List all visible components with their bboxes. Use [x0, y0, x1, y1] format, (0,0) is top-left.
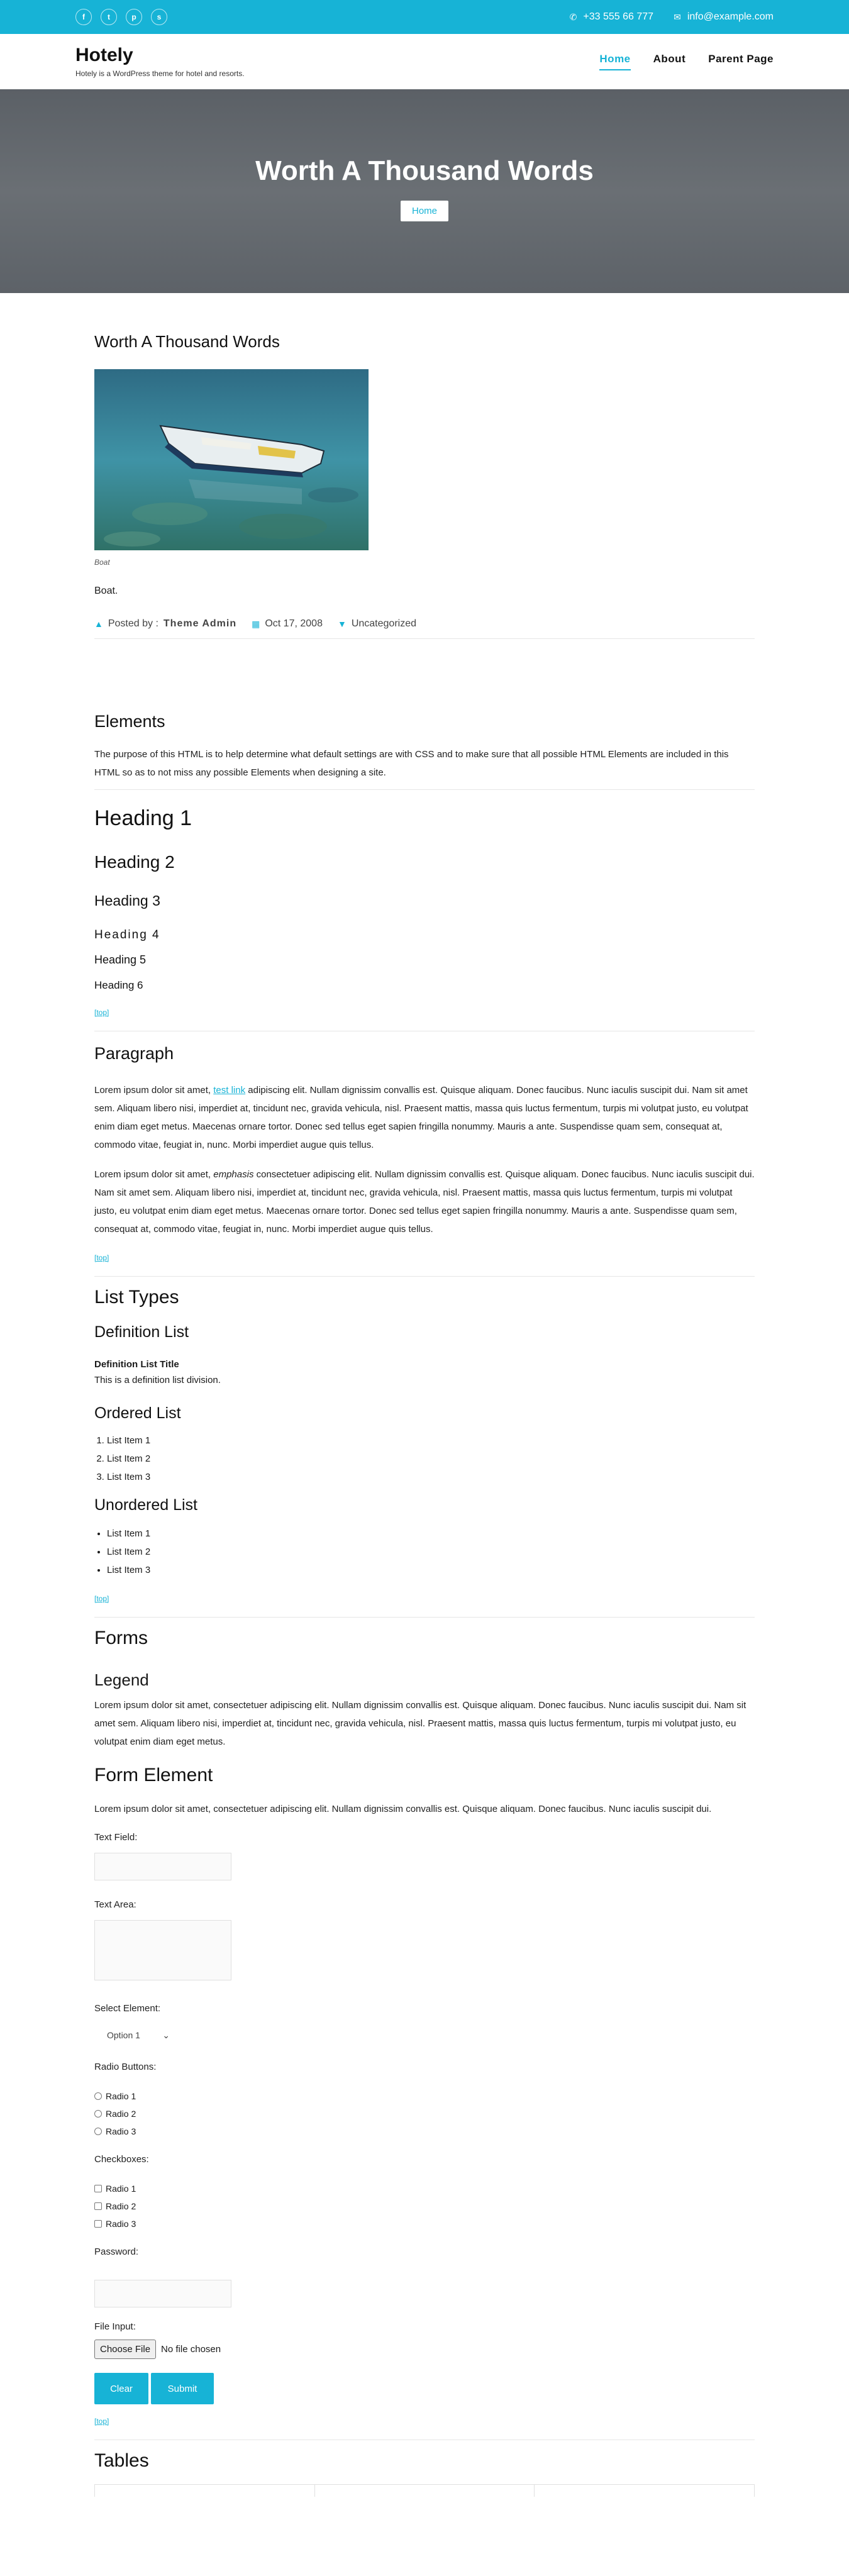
- radio-option[interactable]: [94, 2105, 755, 2123]
- ordered-list: [94, 1431, 755, 1486]
- paragraph-2: [94, 1165, 755, 1238]
- paragraph-1-rest: adipiscing elit. Nullam dignissim convallis est. Quisque aliquam. Donec faucibus. Nunc iaculis suscipit dui. Nam sit amet sem. Aliquam libero nisi, imperdiet at, tincidunt nec, gravida vehicula, nisl. Praesent mattis, massa quis luctus fermentum, turpis mi volutpat justo, eu volutpat enim diam eget metus. Maecenas ornare tortor. Donec sed tellus eget sapien fringilla nonummy. Mauris a ante. Suspendisse quam sem, consequat at, commodo vitae, feugiat in, nunc. Morbi imperdiet augue quis tellus.: [94, 1085, 748, 1150]
- phone-contact[interactable]: [570, 11, 653, 23]
- post-meta: [94, 618, 755, 639]
- radio-option-label: Radio 3: [106, 2126, 136, 2136]
- calendar-icon: ▦: [252, 618, 260, 629]
- heading-6-demo: Heading 6: [94, 979, 143, 991]
- unordered-list-heading: Unordered List: [94, 1496, 197, 1514]
- paragraph-heading: Paragraph: [94, 1044, 174, 1063]
- author-link[interactable]: Theme Admin: [163, 618, 237, 629]
- elements-description: The purpose of this HTML is to help determine what default settings are with CSS and to make sure that all possible HTML Elements are included in this HTML so as to not miss any possible Elements when designing a site.: [94, 749, 729, 778]
- unordered-list: [94, 1524, 755, 1579]
- top-link[interactable]: [top]: [94, 2417, 109, 2426]
- list-types-heading: List Types: [94, 1287, 179, 1307]
- choose-file-button[interactable]: Choose File: [94, 2340, 156, 2359]
- main-nav: [599, 53, 774, 70]
- file-status: No file chosen: [161, 2344, 221, 2355]
- pinterest-icon[interactable]: p: [126, 9, 142, 25]
- chevron-down-icon: ⌄: [162, 2029, 170, 2040]
- twitter-icon[interactable]: t: [101, 9, 117, 25]
- checkbox-option[interactable]: [94, 2180, 755, 2197]
- post-date: [252, 618, 323, 630]
- heading-3-demo: Heading 3: [94, 892, 160, 909]
- password-label: Password:: [94, 2246, 139, 2257]
- heading-2-demo: Heading 2: [94, 852, 175, 872]
- divider: [94, 1276, 755, 1277]
- checkbox[interactable]: [94, 2220, 102, 2228]
- site-header: [0, 34, 849, 89]
- radio-option[interactable]: [94, 2123, 755, 2140]
- page-hero: [0, 89, 849, 293]
- heading-1-demo: Heading 1: [94, 806, 192, 830]
- email-address: info@example.com: [687, 11, 774, 22]
- list-item: 2. List Item 2: [107, 1450, 755, 1468]
- test-link[interactable]: test link: [213, 1085, 246, 1096]
- top-link[interactable]: [top]: [94, 1008, 109, 1017]
- contact-info: [570, 11, 774, 23]
- post-author: [94, 618, 236, 630]
- envelope-icon: ✉: [674, 11, 681, 22]
- radio-button[interactable]: [94, 2128, 102, 2135]
- post-title[interactable]: Worth A Thousand Words: [94, 332, 280, 351]
- radio-button[interactable]: [94, 2092, 102, 2100]
- phone-number: +33 555 66 777: [583, 11, 654, 22]
- radio-group: [94, 2087, 755, 2140]
- form-actions: [94, 2373, 755, 2404]
- bookmark-icon: ▼: [337, 619, 347, 629]
- select-value: Option 1: [107, 2030, 140, 2040]
- list-item: 1. List Item 1: [107, 1431, 755, 1450]
- facebook-icon[interactable]: f: [75, 9, 92, 25]
- definition-list-heading: Definition List: [94, 1323, 189, 1341]
- paragraph-2-rest: consectetuer adipiscing elit. Nullam dignissim convallis est. Quisque aliquam. Donec faucibus. Nunc iaculis suscipit dui. Nam sit amet sem. Aliquam libero nisi, imperdiet at, tincidunt nec, gravida vehicula, nisl. Praesent mattis, massa quis luctus fermentum, turpis mi volutpat justo, eu volutpat enim diam eget metus. Maecenas ornare tortor. Donec sed tellus eget sapien fringilla nonummy. Mauris a ante. Suspendisse quam sem, consequat at, commodo vitae, feugiat in, nunc. Morbi imperdiet augue quis tellus.: [94, 1169, 755, 1235]
- checkbox-option[interactable]: [94, 2215, 755, 2233]
- form-legend: Legend: [94, 1670, 149, 1689]
- image-caption: Boat: [94, 558, 110, 567]
- site-tagline: Hotely is a WordPress theme for hotel and resorts.: [75, 69, 245, 78]
- breadcrumb-home[interactable]: Home: [401, 201, 448, 221]
- main-content: [0, 332, 849, 2497]
- definition-list-title: Definition List Title: [94, 1359, 179, 1370]
- list-item: • List Item 2: [107, 1543, 755, 1561]
- table-cell: [314, 2485, 535, 2497]
- list-item: 3. List Item 3: [107, 1468, 755, 1486]
- forms-heading: Forms: [94, 1628, 148, 1648]
- submit-button[interactable]: Submit: [151, 2373, 214, 2404]
- definition-list-description: This is a definition list division.: [94, 1375, 221, 1385]
- tables-heading: Tables: [94, 2450, 149, 2471]
- table-row: [94, 2484, 755, 2497]
- checkbox-group: [94, 2180, 755, 2233]
- post-body: Boat.: [94, 586, 118, 596]
- select-label: Select Element:: [94, 2003, 161, 2014]
- data-table: [94, 2484, 755, 2497]
- site-title[interactable]: Hotely: [75, 45, 133, 65]
- top-link[interactable]: [top]: [94, 1594, 109, 1603]
- checkbox-option-label: Radio 2: [106, 2201, 136, 2211]
- file-input-label: File Input:: [94, 2321, 136, 2332]
- checkbox-label: Checkboxes:: [94, 2154, 149, 2165]
- heading-5-demo: Heading 5: [94, 953, 147, 966]
- radio-option[interactable]: [94, 2087, 755, 2105]
- legend-text: Lorem ipsum dolor sit amet, consectetuer adipiscing elit. Nullam dignissim convallis est. Quisque aliquam. Donec faucibus. Nunc iaculis suscipit dui. Nam sit amet sem. Aliquam libero nisi, imperdiet at, tincidunt nec, gravida vehicula, nisl. Praesent mattis, massa quis luctus fermentum, turpis mi volutpat justo, eu volutpat enim diam eget metus.: [94, 1700, 746, 1747]
- post-category: [338, 618, 416, 630]
- divider: [94, 1617, 755, 1618]
- nav-item-about[interactable]: About: [653, 52, 686, 65]
- text-field[interactable]: [94, 1853, 231, 1880]
- emphasis-text: emphasis: [213, 1169, 254, 1180]
- nav-item-parent-page[interactable]: Parent Page: [708, 52, 774, 65]
- text-area[interactable]: [94, 1920, 231, 1980]
- heading-4-demo: Heading 4: [94, 928, 160, 941]
- paragraph-1-start: Lorem ipsum dolor sit amet,: [94, 1085, 214, 1096]
- radio-label: Radio Buttons:: [94, 2062, 157, 2072]
- password-field[interactable]: [94, 2280, 231, 2307]
- radio-option-label: Radio 2: [106, 2109, 136, 2119]
- checkbox[interactable]: [94, 2202, 102, 2210]
- checkbox-option-label: Radio 1: [106, 2184, 136, 2194]
- form-intro: Lorem ipsum dolor sit amet, consectetuer adipiscing elit. Nullam dignissim convallis est. Quisque aliquam. Donec faucibus. Nunc iaculis suscipit dui.: [94, 1804, 712, 1814]
- hero-title: Worth A Thousand Words: [255, 155, 594, 186]
- posted-by-label: Posted by :: [108, 618, 158, 629]
- list-item: • List Item 1: [107, 1524, 755, 1543]
- paragraph-1: [94, 1081, 755, 1154]
- radio-option-label: Radio 1: [106, 2091, 136, 2101]
- top-bar: [0, 0, 849, 34]
- user-icon: ▲: [94, 619, 103, 629]
- paragraph-2-start: Lorem ipsum dolor sit amet,: [94, 1169, 214, 1180]
- ordered-list-heading: Ordered List: [94, 1404, 181, 1422]
- file-input: [94, 2340, 755, 2359]
- list-item: • List Item 3: [107, 1561, 755, 1579]
- text-area-label: Text Area:: [94, 1899, 136, 1910]
- table-cell: [94, 2485, 314, 2497]
- boat-image: [94, 369, 369, 550]
- email-contact[interactable]: [674, 11, 774, 23]
- post-date-text[interactable]: Oct 17, 2008: [265, 618, 323, 629]
- checkbox[interactable]: [94, 2185, 102, 2192]
- checkbox-option[interactable]: [94, 2197, 755, 2215]
- social-links: [75, 9, 167, 25]
- phone-icon: ✆: [569, 11, 577, 22]
- text-field-label: Text Field:: [94, 1832, 138, 1843]
- form-element-heading: Form Element: [94, 1765, 213, 1785]
- skype-icon[interactable]: s: [151, 9, 167, 25]
- elements-heading: Elements: [94, 712, 165, 731]
- table-cell: [534, 2485, 755, 2497]
- nav-item-home[interactable]: Home: [599, 53, 630, 70]
- divider: [94, 789, 755, 790]
- branding: [75, 45, 245, 78]
- select-element[interactable]: [94, 2024, 176, 2046]
- category-link[interactable]: Uncategorized: [351, 618, 416, 629]
- checkbox-option-label: Radio 3: [106, 2219, 136, 2229]
- top-link[interactable]: [top]: [94, 1253, 109, 1262]
- radio-button[interactable]: [94, 2110, 102, 2118]
- clear-button[interactable]: Clear: [94, 2373, 148, 2404]
